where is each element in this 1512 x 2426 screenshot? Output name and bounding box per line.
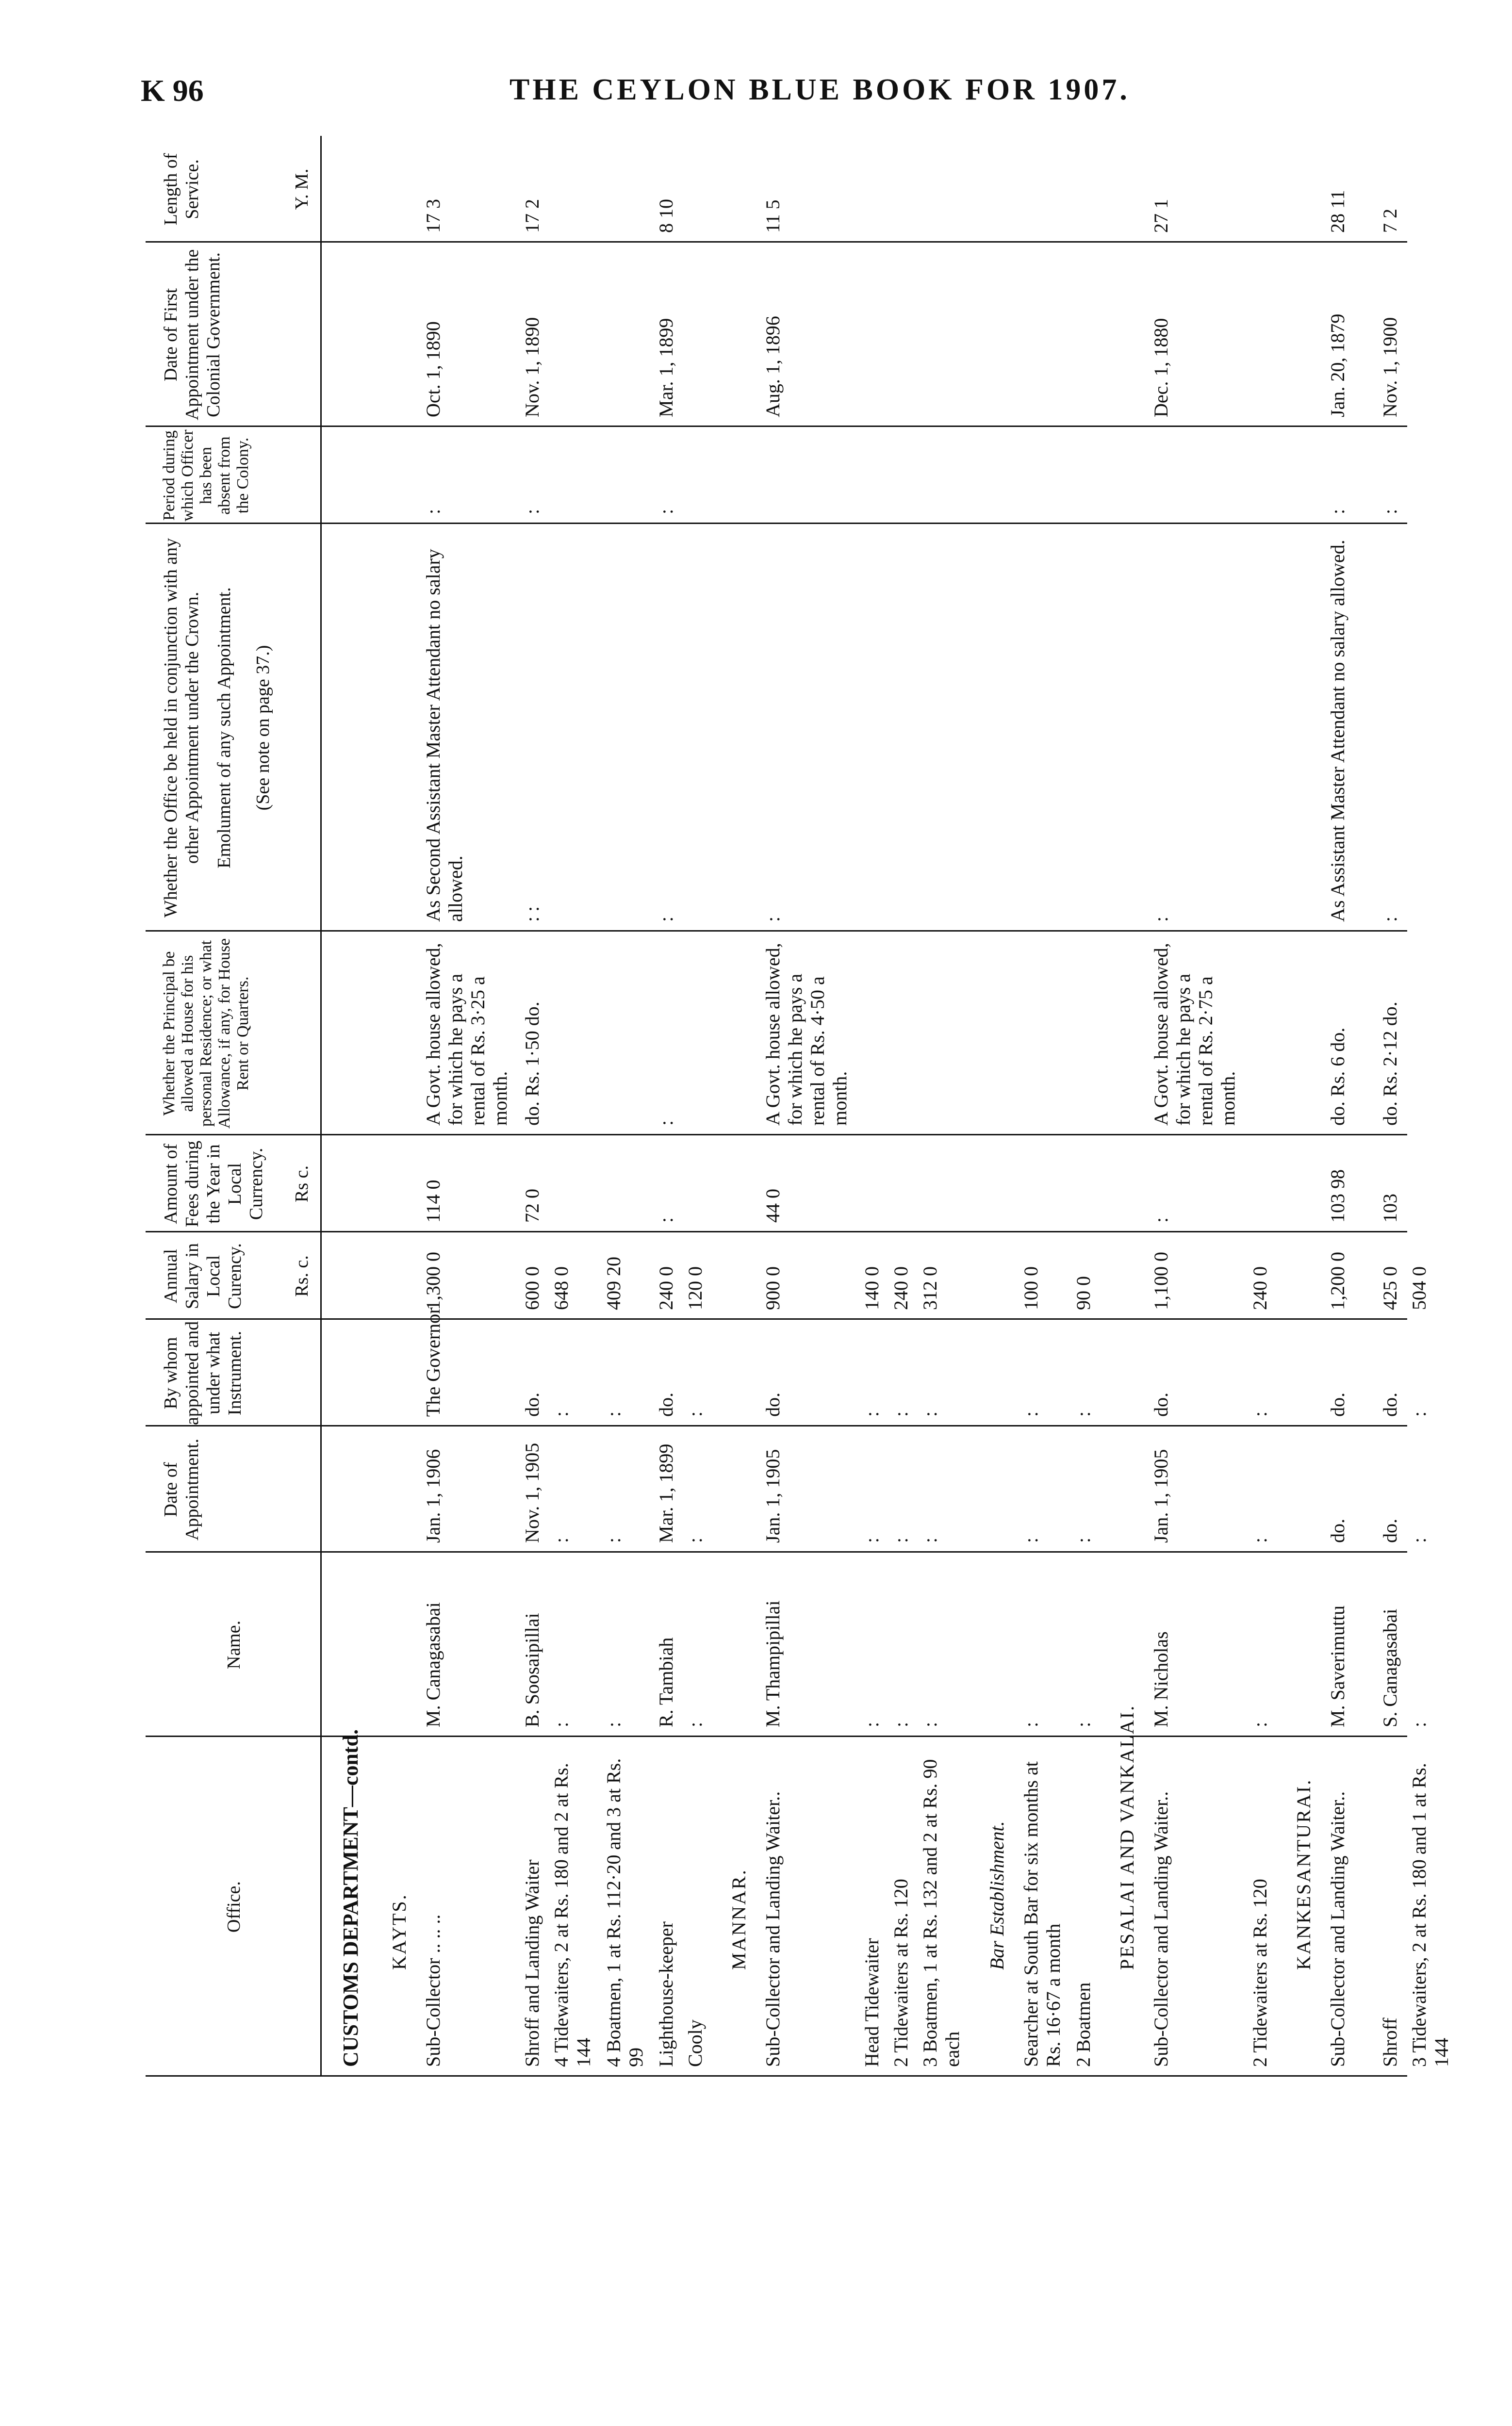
cell-service: 17 3 — [422, 199, 444, 233]
cell-date: Jan. 1, 1905 — [1150, 1449, 1172, 1543]
cell-salary: 240 0 — [890, 1266, 912, 1310]
cell-house: do. Rs. 1·50 do. — [521, 1001, 543, 1126]
rotated-table — [146, 136, 1456, 2077]
cell-house: do. Rs. 2·12 do. — [1379, 1001, 1401, 1126]
cell-house: A Govt. house allowed, for which he pays a rental of Rs. 3·25 a month. — [422, 943, 511, 1126]
cell-office: 3 Tidewaiters, 2 at Rs. 180 and 1 at Rs. 144 — [1408, 1763, 1452, 2067]
col-fees: Amount of Fees during the Year in Local Currency. — [161, 1140, 266, 1228]
cell-salary: 1,200 0 — [1327, 1252, 1348, 1310]
cell-first: Mar. 1, 1899 — [655, 318, 677, 417]
cell-name: R. Tambiah — [655, 1637, 677, 1727]
cell-date: do. — [1379, 1519, 1401, 1543]
cell-absent: : — [1379, 508, 1401, 514]
col-date-appointment: Date of Appointment. — [161, 1438, 202, 1541]
cell-date: : — [684, 1537, 706, 1543]
cell-by: : — [1408, 1411, 1430, 1417]
col-conjunction: Whether the Office be held in conjunction with any other Appointment under the Crown. — [161, 538, 202, 918]
cell-office: Sub-Collector and Landing Waiter.. — [762, 1791, 784, 2067]
col-absent: Period during which Officer has been absent from the Colony. — [160, 429, 252, 522]
cell-date: : — [1020, 1537, 1042, 1543]
cell-conj: : — [655, 916, 677, 922]
cell-by: : — [550, 1411, 572, 1417]
section-heading: KAYTS. — [388, 1893, 410, 1970]
cell-service: 7 2 — [1379, 209, 1401, 233]
col-service-units: Y. M. — [292, 168, 312, 210]
cell-by: : — [1072, 1411, 1094, 1417]
cell-office: 2 Boatmen — [1072, 1982, 1094, 2067]
cell-office: Shroff and Landing Waiter — [521, 1859, 543, 2067]
cell-by: The Governor — [422, 1307, 444, 1417]
col-office: Office. — [224, 1881, 244, 1933]
cell-date: : — [919, 1537, 941, 1543]
department-title: CUSTOMS DEPARTMENT—contd. — [339, 1729, 362, 2067]
cell-first: Aug. 1, 1896 — [762, 316, 784, 417]
cell-by: : — [919, 1411, 941, 1417]
cell-absent: : — [655, 508, 677, 514]
cell-fees: : — [1150, 1217, 1172, 1223]
cell-name: : — [890, 1721, 912, 1727]
cell-by: do. — [1150, 1393, 1172, 1417]
cell-date: : — [1072, 1537, 1094, 1543]
cell-salary: 648 0 — [550, 1266, 572, 1310]
cell-date: : — [603, 1537, 625, 1543]
section-heading: KANKESANTURAI. — [1293, 1778, 1315, 1970]
cell-office: 4 Boatmen, 1 at Rs. 112·20 and 3 at Rs. 99 — [603, 1758, 647, 2067]
cell-salary: 1,300 0 — [422, 1252, 444, 1310]
section-heading: MANNAR. — [728, 1869, 750, 1970]
cell-house: : — [655, 1120, 677, 1126]
cell-date: Nov. 1, 1905 — [521, 1442, 543, 1543]
cell-salary: 100 0 — [1020, 1266, 1042, 1310]
cell-house: do. Rs. 6 do. — [1327, 1027, 1348, 1126]
cell-by: do. — [1327, 1393, 1348, 1417]
cell-name: : — [603, 1721, 625, 1727]
cell-conj: As Assistant Master Attendant no salary allowed. — [1327, 540, 1348, 922]
cell-service: 28 11 — [1327, 190, 1348, 233]
cell-salary: 425 0 — [1379, 1266, 1401, 1310]
cell-office: 3 Boatmen, 1 at Rs. 132 and 2 at Rs. 90 each — [919, 1759, 963, 2067]
cell-office: Shroff — [1379, 2017, 1401, 2067]
cell-date: : — [550, 1537, 572, 1543]
cell-salary: 504 0 — [1408, 1266, 1430, 1310]
cell-name: B. Soosaipillai — [521, 1613, 543, 1727]
cell-office: Cooly — [684, 2019, 706, 2067]
cell-first: Nov. 1, 1890 — [521, 317, 543, 417]
page-number: K 96 — [141, 73, 204, 108]
cell-absent: : — [422, 508, 444, 514]
cell-by: : — [890, 1411, 912, 1417]
cell-first: Dec. 1, 1880 — [1150, 318, 1172, 417]
cell-name: : — [861, 1721, 883, 1727]
col-see-note: (See note on page 37.) — [253, 645, 273, 811]
col-name: Name. — [224, 1620, 244, 1670]
cell-office: Searcher at South Bar for six months at Rs. 16·67 a month — [1020, 1761, 1064, 2067]
cell-name: : — [1072, 1721, 1094, 1727]
col-service: Length of Service. — [161, 153, 202, 226]
cell-by: : — [603, 1411, 625, 1417]
cell-salary: 120 0 — [684, 1266, 706, 1310]
cell-fees: 103 — [1379, 1194, 1401, 1223]
cell-name: S. Canagasabai — [1379, 1608, 1401, 1727]
cell-office: Head Tidewaiter — [861, 1938, 883, 2067]
cell-name: M. Nicholas — [1150, 1631, 1172, 1727]
cell-name: : — [1408, 1721, 1430, 1727]
cell-name: M. Canagasabai — [422, 1602, 444, 1727]
cell-date: Mar. 1, 1899 — [655, 1443, 677, 1543]
cell-fees: 44 0 — [762, 1189, 784, 1223]
cell-date: : — [861, 1537, 883, 1543]
cell-salary: 140 0 — [861, 1266, 883, 1310]
page-title: THE CEYLON BLUE BOOK FOR 1907. — [509, 73, 1130, 106]
cell-office: Lighthouse-keeper — [655, 1921, 677, 2067]
cell-date: do. — [1327, 1519, 1348, 1543]
cell-salary: 240 0 — [655, 1266, 677, 1310]
cell-first: Oct. 1, 1890 — [422, 321, 444, 417]
cell-by: do. — [1379, 1393, 1401, 1417]
cell-absent: : — [1327, 508, 1348, 514]
cell-name: : — [550, 1721, 572, 1727]
col-by-whom: By whom appointed and under what Instrument. — [161, 1321, 245, 1426]
cell-fees: 72 0 — [521, 1189, 543, 1223]
cell-absent: : — [521, 508, 543, 514]
cell-service: 27 1 — [1150, 199, 1172, 233]
cell-fees: 103 98 — [1327, 1169, 1348, 1223]
cell-name: : — [684, 1721, 706, 1727]
col-salary: Annual Salary in Local Curency. — [161, 1243, 245, 1310]
cell-office: Sub-Collector and Landing Waiter.. — [1150, 1791, 1172, 2067]
cell-conj: : — [1379, 916, 1401, 922]
cell-by: : — [1249, 1411, 1271, 1417]
cell-date: Jan. 1, 1905 — [762, 1449, 784, 1543]
cell-house: A Govt. house allowed, for which he pays a rental of Rs. 2·75 a month. — [1150, 943, 1239, 1126]
cell-office: Sub-Collector .. .. .. — [422, 1914, 444, 2067]
cell-office: 2 Tidewaiters at Rs. 120 — [1249, 1879, 1271, 2067]
cell-salary: 240 0 — [1249, 1266, 1271, 1310]
cell-salary: 600 0 — [521, 1266, 543, 1310]
table-frame — [146, 136, 1452, 2077]
cell-service: 8 10 — [655, 199, 677, 233]
cell-by: do. — [762, 1393, 784, 1417]
cell-date: : — [890, 1537, 912, 1543]
cell-first: Nov. 1, 1900 — [1379, 317, 1401, 417]
cell-name: : — [919, 1721, 941, 1727]
cell-name: M. Thampipillai — [762, 1600, 784, 1727]
cell-by: : — [861, 1411, 883, 1417]
cell-house: A Govt. house allowed, for which he pays a rental of Rs. 4·50 a month. — [762, 943, 851, 1126]
cell-fees: 114 0 — [422, 1180, 444, 1223]
col-salary-units: Rs. c. — [292, 1255, 312, 1297]
cell-conj: As Second Assistant Master Attendant no salary allowed. — [422, 549, 466, 922]
cell-conj: : — [1150, 916, 1172, 922]
cell-service: 17 2 — [521, 199, 543, 233]
col-fees-units: Rs c. — [292, 1165, 312, 1202]
cell-salary: 1,100 0 — [1150, 1252, 1172, 1310]
cell-office: Sub-Collector and Landing Waiter.. — [1327, 1791, 1348, 2067]
col-first-appointment: Date of First Appointment under the Colonial Government. — [161, 249, 224, 421]
cell-date: : — [1408, 1537, 1430, 1543]
cell-conj: : — [762, 916, 784, 922]
cell-name: : — [1249, 1721, 1271, 1727]
cell-by: : — [684, 1411, 706, 1417]
cell-fees: : — [655, 1217, 677, 1223]
cell-office: 4 Tidewaiters, 2 at Rs. 180 and 2 at Rs. 144 — [550, 1763, 594, 2067]
cell-date: : — [1249, 1537, 1271, 1543]
cell-by: : — [1020, 1411, 1042, 1417]
page-header — [0, 73, 1512, 116]
cell-date: Jan. 1, 1906 — [422, 1449, 444, 1543]
col-house: Whether the Principal be allowed a House for his personal Residence; or what Allowance, if any, for House Rent or Quarters. — [160, 938, 252, 1129]
cell-conj: : : — [521, 906, 543, 922]
cell-by: do. — [655, 1393, 677, 1417]
cell-office: 2 Tidewaiters at Rs. 120 — [890, 1879, 912, 2067]
cell-name: M. Saverimuttu — [1327, 1605, 1348, 1727]
cell-salary: 312 0 — [919, 1266, 941, 1310]
section-heading: Bar Establishment. — [986, 1821, 1008, 1970]
cell-salary: 90 0 — [1072, 1276, 1094, 1310]
cell-salary: 900 0 — [762, 1266, 784, 1310]
col-emolument: Emolument of any such Appointment. — [214, 587, 234, 869]
cell-by: do. — [521, 1393, 543, 1417]
cell-first: Jan. 20, 1879 — [1327, 313, 1348, 417]
cell-service: 11 5 — [762, 199, 784, 233]
cell-name: : — [1020, 1721, 1042, 1727]
cell-salary: 409 20 — [603, 1257, 625, 1310]
section-heading: PESALAI AND VANKALAI. — [1116, 1704, 1138, 1970]
